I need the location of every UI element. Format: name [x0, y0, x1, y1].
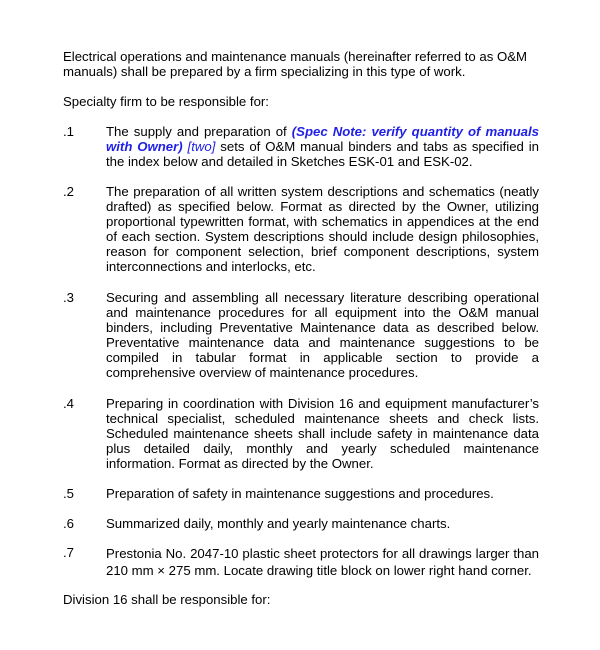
item-text: [106, 486, 539, 501]
item-number: .5: [63, 486, 74, 501]
item-number: .2: [63, 184, 74, 199]
specialty-heading: Specialty firm to be responsible for:: [63, 94, 269, 109]
item-line: compiled in tabular format in applicable section to provide a: [106, 350, 539, 365]
item-text: [106, 396, 539, 471]
item-line: Preparation of safety in maintenance suggestions and procedures.: [106, 486, 494, 501]
item-line: information. Format as directed by the Owner.: [106, 456, 374, 471]
item-text: [106, 545, 539, 579]
item-line: binders, including Preventative Maintenance data as described below.: [106, 320, 539, 335]
spec-note: (Spec Note: verify quantity of manuals: [291, 124, 539, 139]
item-line: The preparation of all written system descriptions and schematics (neatly: [106, 184, 539, 199]
item-number: .4: [63, 396, 74, 411]
item-line: interconnections and interlocks, etc.: [106, 259, 316, 274]
item-line: drafted) as specified below. Format as directed by the Owner, utilizing: [106, 199, 539, 214]
item-number: .6: [63, 516, 74, 531]
item-line: proportional typewritten format, with schematics in appendices at the end: [106, 214, 539, 229]
item-1-text-a: The supply and preparation of: [106, 124, 292, 139]
intro-line-1: Electrical operations and maintenance manuals (hereinafter referred to as O&M: [63, 49, 527, 64]
item-number: .3: [63, 290, 74, 305]
item-number: .7: [63, 545, 74, 560]
intro-paragraph: [63, 49, 539, 79]
item-line: Summarized daily, monthly and yearly maintenance charts.: [106, 516, 451, 531]
item-number: .1: [63, 124, 74, 139]
item-line: Prestonia No. 2047-10 plastic sheet protectors for all drawings larger than: [106, 546, 539, 561]
item-line: comprehensive overview of maintenance procedures.: [106, 365, 419, 380]
spec-quantity: [two]: [182, 139, 216, 154]
item-line: 210 mm × 275 mm. Locate drawing title block on lower right hand corner.: [106, 563, 532, 578]
item-line: plus detailed daily, monthly and yearly scheduled maintenance: [106, 441, 539, 456]
item-text: [106, 184, 539, 274]
item-line: and maintenance procedures for all equipment into the O&M manual: [106, 305, 539, 320]
item-1-text-c: sets of O&M manual binders and tabs as specified in: [215, 139, 539, 154]
intro-line-2: manuals) shall be prepared by a firm specializing in this type of work.: [63, 64, 466, 79]
item-line: Preventative maintenance data and maintenance suggestions to be: [106, 335, 539, 350]
item-text: [106, 124, 539, 169]
division-heading: Division 16 shall be responsible for:: [63, 592, 271, 607]
item-line: Preparing in coordination with Division 16 and equipment manufacturer’s: [106, 396, 539, 411]
spec-note-cont: with Owner): [106, 139, 183, 154]
item-line: of each section. System descriptions should include design philosophies,: [106, 229, 539, 244]
item-1-line-3: the index below and detailed in Sketches ESK-01 and ESK-02.: [106, 154, 473, 169]
item-line: Scheduled maintenance sheets shall include safety in maintenance data: [106, 426, 539, 441]
item-text: [106, 516, 539, 531]
item-line: technical specialist, scheduled maintenance sheets and check lists.: [106, 411, 539, 426]
item-1-line-1: [106, 124, 539, 139]
item-line: Securing and assembling all necessary literature describing operational: [106, 290, 539, 305]
item-line: reason for component selection, brief component descriptions, system: [106, 244, 539, 259]
item-text: [106, 290, 539, 380]
item-1-line-2: [106, 139, 539, 154]
